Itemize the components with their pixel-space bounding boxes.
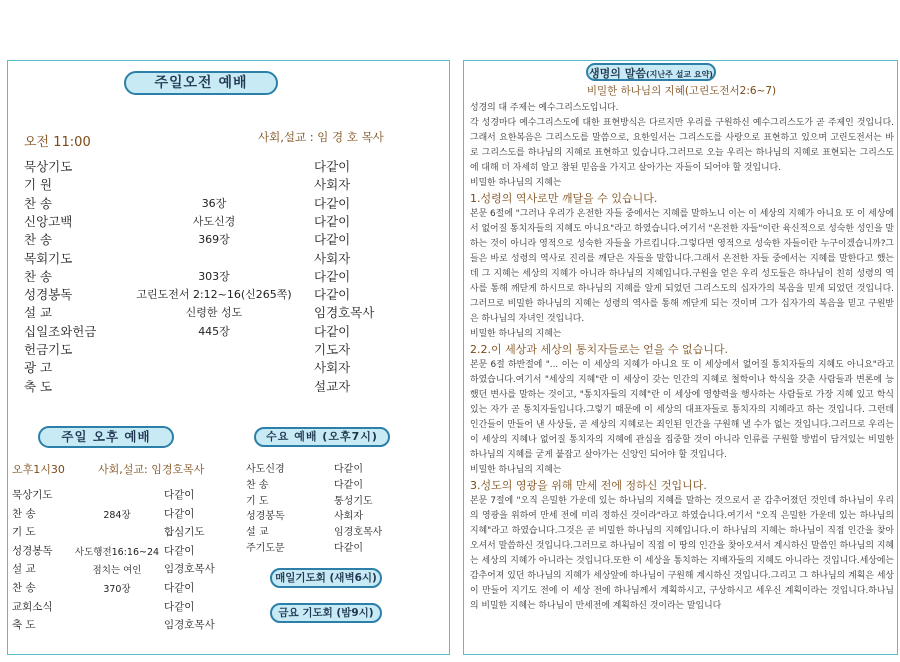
order-row <box>12 524 232 539</box>
order-item-person: 다같이 <box>334 479 363 491</box>
order-item-person: 기도자 <box>314 342 351 357</box>
sermon-heading: 비밀한 하나님의 지혜(고린도전서2:6~7) <box>586 85 777 97</box>
order-item-name: 묵상기도 <box>12 489 53 501</box>
order-item-detail: 사도신경 <box>192 214 236 228</box>
order-row <box>12 599 232 614</box>
order-row <box>12 617 232 632</box>
sermon-subtitle: (지난주 설교 요약) <box>645 70 713 79</box>
order-item-person: 사회자 <box>314 360 351 376</box>
order-row <box>24 285 384 303</box>
order-item-name: 주기도문 <box>246 543 285 554</box>
order-item-person: 사회자 <box>314 250 351 266</box>
order-row <box>24 175 384 193</box>
order-item-person: 다같이 <box>314 195 351 211</box>
order-item-detail: 369장 <box>198 233 230 247</box>
order-item-person: 설교자 <box>314 378 351 394</box>
order-row <box>24 230 384 248</box>
order-item-detail: 445장 <box>198 324 230 338</box>
order-item-name: 설 교 <box>12 563 36 576</box>
order-item-person: 다같이 <box>334 543 363 554</box>
order-row <box>246 460 391 475</box>
order-row <box>24 358 384 376</box>
order-item-name: 성경봉독 <box>24 287 73 303</box>
order-item-name: 찬 송 <box>24 268 53 284</box>
order-item-detail: 284장 <box>103 509 131 521</box>
order-item-name: 찬 송 <box>246 479 269 491</box>
order-item-detail: 고린도전서 2:12~16(신265쪽) <box>136 288 292 302</box>
order-item-name: 사도신경 <box>246 464 285 475</box>
order-row <box>12 561 232 576</box>
sermon-point-heading: 3.성도의 영광을 위해 만세 전에 정하신 것입니다. <box>470 479 707 492</box>
sermon-body <box>470 101 894 614</box>
order-item-person: 합심기도 <box>164 526 205 539</box>
order-item-person: 다같이 <box>314 268 351 284</box>
sermon-paragraph: 본문 6절에 "그러나 우리가 온전한 자들 중에서는 지혜를 말하노니 이는 이 세상의 지혜가 아니요 또 이 세상에서 없어질 통치자들의 지혜도 아니요"라고 하였습니다.여기서 "온전한 자들"이란 육신적으로 성숙한 성인을 말하는 것이 아니라 영적으로 성숙한 자들을 가르킵니다.그렇다면 영적으로 성숙한 자들이란 누구이겠습니까?그들은 바로 성령의 역사로 진리를 깨닫은 자들을 말합니다.그래서 온전한 자들 중에서는 지혜를 말한다고 했는데 그 지혜는 세상의 지혜가 아니라 하나님의 지혜입니다.구원을 얻은 우리 성도들은 하나님이 친히 성령의 역사를 통해 깨닫게 하시므로 하나님의 지혜를 알게 되었던 그리스도의 십자가의 복음을 믿게 되었던 것입니다.그러므로 비밀한 하나님의 지혜는 성령의 역사를 통해 깨닫게 되는 것이며 그가 십자가의 복음을 믿고 구원받은 하나님의 자녀인 것입니다. <box>470 209 894 324</box>
order-item-name: 찬 송 <box>24 195 53 211</box>
order-row <box>246 492 391 507</box>
sermon-paragraph: 본문 6절 하반절에 "... 이는 이 세상의 지혜가 아니요 또 이 세상에서 없어질 통치자들의 지혜도 아니요"라고 하였습니다.여기서 "세상의 지혜"란 이 세상이 갖는 인간의 지혜로 철학이나 학식을 갖춘 사람들과 변론에 능했던 변사를 말하는 것이고, "통치자들의 지혜"란 이 세상에 영향력을 행사하는 사람들로 가장 지혜 있고 학식있는 자가 곧 통치자들입니다.그렇기 때문에 이 세상의 대표자들로 통치자의 지혜라고 하는 것입니다. 그런데 인간들이 만들어 낸 사상들, 곧 세상의 지혜로는 죄인된 인간을 구원해 낼 수가 없는 것입니다.그러므로 우리는 이 세상의 지혜나 없어질 통치자의 지혜에 관심을 집중할 것이 아니라 인류를 구원할 방법이 담겨있는 비밀한 하나님의 지혜를 굳게 붙잡고 살아가는 신앙인 되어야 할 것입니다. <box>470 360 894 460</box>
order-item-name: 설 교 <box>246 527 269 539</box>
order-row <box>24 249 384 267</box>
order-item-person: 다같이 <box>164 582 195 594</box>
sermon-paragraph: 성경의 대 주제는 예수그리스도입니다. <box>470 103 619 113</box>
sermon-title-badge <box>586 63 716 81</box>
order-item-person: 다같이 <box>334 464 363 475</box>
order-item-name: 기 도 <box>246 495 269 507</box>
afternoon-service-host: 사회,설교: 임경호목사 <box>98 463 205 476</box>
friday-prayer-title: 금요 기도회 (밤9시) <box>270 603 382 623</box>
order-item-name: 설 교 <box>24 305 53 321</box>
dawn-prayer-title: 매일기도회 (새벽6시) <box>270 568 382 588</box>
order-item-detail: 신령한 성도 <box>185 306 243 320</box>
order-row <box>12 506 232 521</box>
order-item-person: 다같이 <box>314 159 351 174</box>
sermon-paragraph: 비밀한 하나님의 지혜는 <box>470 329 562 339</box>
order-item-person: 임경호목사 <box>314 305 375 321</box>
afternoon-service-title: 주일 오후 예배 <box>38 426 174 448</box>
order-item-person: 다같이 <box>314 232 351 248</box>
afternoon-service-time: 오후1시30 <box>12 463 65 476</box>
order-item-person: 다같이 <box>164 544 195 557</box>
order-item-name: 성경봉독 <box>12 544 53 557</box>
sermon-summary-panel <box>463 60 898 655</box>
order-row <box>24 267 384 285</box>
order-item-name: 묵상기도 <box>24 159 73 174</box>
order-item-person: 다같이 <box>314 323 351 339</box>
order-item-detail: 36장 <box>201 196 227 210</box>
order-item-name: 헌금기도 <box>24 342 73 357</box>
order-row <box>24 157 384 175</box>
order-item-detail: 점치는 여인 <box>92 565 142 577</box>
order-item-person: 임경호목사 <box>334 527 383 539</box>
order-item-person: 임경호목사 <box>164 563 215 576</box>
order-item-name: 기 원 <box>24 177 53 193</box>
sermon-point-heading: 1.성령의 역사로만 깨달을 수 있습니다. <box>470 192 658 205</box>
sermon-point-heading: 2.2.이 세상과 세상의 통치자들로는 얻을 수 없습니다. <box>470 343 728 356</box>
order-row <box>12 487 232 502</box>
order-row <box>246 523 391 538</box>
order-item-name: 신앙고백 <box>24 213 73 229</box>
order-item-person: 다같이 <box>164 489 195 501</box>
order-item-name: 기 도 <box>12 526 36 539</box>
order-row <box>24 377 384 395</box>
order-item-name: 찬 송 <box>24 232 53 248</box>
order-row <box>24 303 384 321</box>
order-row <box>246 507 391 522</box>
order-item-person: 다같이 <box>164 507 195 520</box>
order-item-name: 십일조와헌금 <box>24 323 97 339</box>
order-item-person: 사회자 <box>314 177 351 193</box>
wednesday-service-title: 수요 예배 (오후7시) <box>254 427 390 447</box>
order-item-person: 다같이 <box>164 600 195 613</box>
order-row <box>246 539 391 554</box>
sermon-paragraph: 본문 7절에 "오직 은밀한 가운데 있는 하나님의 지혜를 말하는 것으로서 곧 감추어졌던 것인데 하나님이 우리의 영광을 위하여 만세 전에 미리 정하신 것이라"라고 하였습니다.여기서 "오직 은밀한 가운데 있는 하나님의 지혜"라고 하였습니다.그것은 곧 비밀한 하나님의 지혜입니다.이 하나님의 지혜는 하나님이 직접 인간을 찾아 오셔서 말씀하신 것입니다.그러므로 하나님이 직접 이 땅의 인간을 찾아오셔서 계시하신 말씀인 하나님의 지혜는 세상의 지혜가 아니라는 것입니다.또한 이 세상을 통치하는 지배자들의 지혜도 아니라는 것입니다.세상에는 감추어져 있던 하나님의 지혜가 세상앞에 하나님이 구원해 계시하신 것입니다.그리고 그 하나님의 계획은 세상이 만들어 지기도 전에 이 세상 전에 하나님께서 계획하시고, 구상하시고 세우신 계획이라는 것입니다.하나님의 비밀한 지혜는 하나님이 만세전에 계획하신 것이라는 말입니다 <box>470 496 894 611</box>
order-item-name: 찬 송 <box>12 582 36 594</box>
order-item-name: 찬 송 <box>12 507 36 520</box>
order-item-person: 다같이 <box>314 213 351 229</box>
order-row <box>24 194 384 212</box>
order-row <box>24 212 384 230</box>
order-item-name: 축 도 <box>24 378 53 394</box>
order-item-person: 임경호목사 <box>164 619 215 632</box>
sermon-paragraph: 비밀한 하나님의 지혜는 <box>470 465 562 475</box>
order-item-name: 교회소식 <box>12 600 53 613</box>
order-item-detail: 303장 <box>198 269 230 283</box>
order-row <box>12 543 232 558</box>
morning-service-title: 주일오전 예배 <box>124 71 278 95</box>
sermon-paragraph: 비밀한 하나님의 지혜는 <box>470 178 562 188</box>
morning-service-host: 사회,설교 : 임 경 호 목사 <box>258 130 384 144</box>
order-row <box>24 340 384 358</box>
order-item-person: 다같이 <box>314 287 351 303</box>
morning-service-time: 오전 11:00 <box>24 135 91 150</box>
order-item-person: 통성기도 <box>334 495 373 507</box>
order-item-name: 광 고 <box>24 360 53 376</box>
order-item-detail: 사도행전16:16~24 <box>74 546 160 558</box>
sermon-paragraph: 각 성경마다 예수그리스도에 대한 표현방식은 다르지만 우리를 구원하신 예수그리스도가 곧 주제인 것입니다. 그래서 요한복음은 그리스도를 말씀으로, 요한일서는 그리스도를 사랑으로 표현하고 있으며 고린도전서는 바로 그리스도를 하나님의 지혜로 표현하고 있습니다.그러므로 오늘 우리는 하나님의 지혜로 표현되는 그리스도에 대해 더 자세히 알고 참된 믿음을 가지고 살아가는 자들이 되어야 할 것입니다. <box>470 118 894 173</box>
order-item-name: 목회기도 <box>24 250 73 266</box>
order-row <box>246 476 391 491</box>
order-item-detail: 370장 <box>103 584 131 595</box>
order-row <box>12 580 232 595</box>
worship-order-panel <box>7 60 450 655</box>
order-item-name: 성경봉독 <box>246 511 285 523</box>
sermon-title: 생명의 말씀 <box>589 67 646 80</box>
order-row <box>24 322 384 340</box>
order-item-person: 사회자 <box>334 511 363 523</box>
order-item-name: 축 도 <box>12 619 36 632</box>
